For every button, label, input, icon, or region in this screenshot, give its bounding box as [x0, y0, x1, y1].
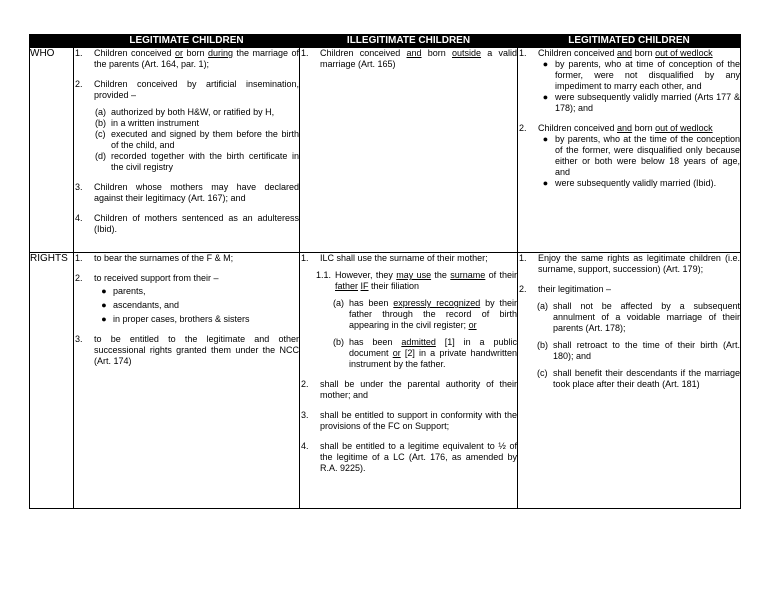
sub-item: 1.1. However, they may use the surname of their father IF their filiation	[316, 270, 517, 291]
bullet-icon: ●	[101, 300, 107, 310]
sub-item: (c) shall benefit their descendants if the marriage took place after their death (Art. 181)	[537, 368, 740, 389]
rights-row	[30, 253, 741, 509]
row-label-rights: RIGHTS	[30, 253, 74, 509]
header-legitimate-children: LEGITIMATE CHILDREN	[74, 35, 300, 48]
header-blank	[30, 35, 74, 48]
sub-item: (c) executed and signed by them before the birth of the child, and	[95, 129, 299, 150]
bullet-icon: ●	[101, 314, 107, 324]
bullet-item: ● parents,	[95, 286, 299, 297]
bullet-icon: ●	[542, 59, 549, 69]
header-illegitimate-children: ILLEGITIMATE CHILDREN	[300, 35, 518, 48]
children-comparison-table	[29, 34, 741, 509]
list-item: 3. to be entitled to the legitimate and other successional rights granted them under the NCC (Art. 174)	[75, 334, 299, 366]
list-item: 2. their legitimation –	[519, 284, 612, 294]
list-item: 1. ILC shall use the surname of their mother;	[301, 253, 488, 263]
list-item: 4. shall be entitled to a legitime equivalent to ½ of the legitime of a LC (Art. 176, as amended by R.A. 9225).	[301, 441, 517, 473]
list-item: 4. Children of mothers sentenced as an adulteress (Ibid).	[75, 213, 299, 234]
list-item: 2. to received support from their –	[75, 273, 219, 283]
bullet-icon: ●	[542, 92, 549, 102]
bullet-icon: ●	[542, 178, 549, 188]
list-item: 1. Children conceived or born during the marriage of the parents (Art. 164, par. 1);	[75, 48, 300, 69]
header-legitimated-children: LEGITIMATED CHILDREN	[518, 35, 741, 48]
sub-item: (d) recorded together with the birth certificate in the civil registry	[95, 151, 299, 172]
list-item: 1. Children conceived and born outside a valid marriage (Art. 165)	[301, 48, 517, 69]
list-item: 1. to bear the surnames of the F & M;	[75, 253, 234, 263]
who-legitimate-cell	[74, 48, 300, 253]
bullet-item: ● ascendants, and	[95, 300, 299, 311]
sub-item: (a) has been expressly recognized by their father through the record of birth appearing in the civil register; or	[333, 298, 517, 330]
bullet-item: ● by parents, who at the time of the conception of the former, were disqualified only because either or both were below 18 years of age, and	[536, 134, 740, 178]
list-item: 1. Enjoy the same rights as legitimate children (i.e. surname, support, succession) (Art. 179);	[519, 253, 740, 274]
rights-illegitimate-cell	[300, 253, 518, 509]
sub-item: (b) in a written instrument	[95, 118, 200, 128]
sub-item: (b) has been admitted [1] in a public document or [2] in a private handwritten instrument by the father.	[333, 337, 518, 369]
row-label-who: WHO	[30, 48, 74, 253]
header-row	[30, 35, 741, 48]
bullet-item: ● were subsequently validly married (Arts 177 & 178); and	[536, 92, 740, 114]
sub-item: (a) authorized by both H&W, or ratified by H,	[95, 107, 275, 117]
list-item: 2. Children conceived by artificial insemination, provided –	[75, 79, 299, 100]
bullet-item: ● by parents, who at time of conception of the former, were not disqualified by any impediment to marry each other, and	[536, 59, 740, 92]
list-item: 3. shall be entitled to support in conformity with the provisions of the FC on Support;	[301, 410, 517, 431]
who-row	[30, 48, 741, 253]
list-item: 3. Children whose mothers may have declared against their legitimacy (Art. 167); and	[75, 182, 299, 203]
who-illegitimate-cell	[300, 48, 518, 253]
bullet-item: ● were subsequently validly married (Ibid).	[536, 178, 740, 189]
list-item: 2. Children conceived and born out of wedlock	[519, 123, 713, 133]
rights-legitimated-cell	[518, 253, 741, 509]
bullet-icon: ●	[101, 286, 107, 296]
bullet-icon: ●	[542, 134, 549, 144]
who-legitimated-cell	[518, 48, 741, 253]
rights-legitimate-cell	[74, 253, 300, 509]
list-item: 2. shall be under the parental authority of their mother; and	[301, 379, 517, 400]
bullet-item: ● in proper cases, brothers & sisters	[95, 314, 299, 325]
list-item: 1. Children conceived and born out of wedlock	[519, 48, 713, 58]
sub-list	[74, 107, 299, 173]
sub-item: (a) shall not be affected by a subsequent annulment of a voidable marriage of their parents (Art. 178);	[537, 301, 740, 333]
sub-item: (b) shall retroact to the time of their birth (Art. 180); and	[537, 340, 740, 361]
